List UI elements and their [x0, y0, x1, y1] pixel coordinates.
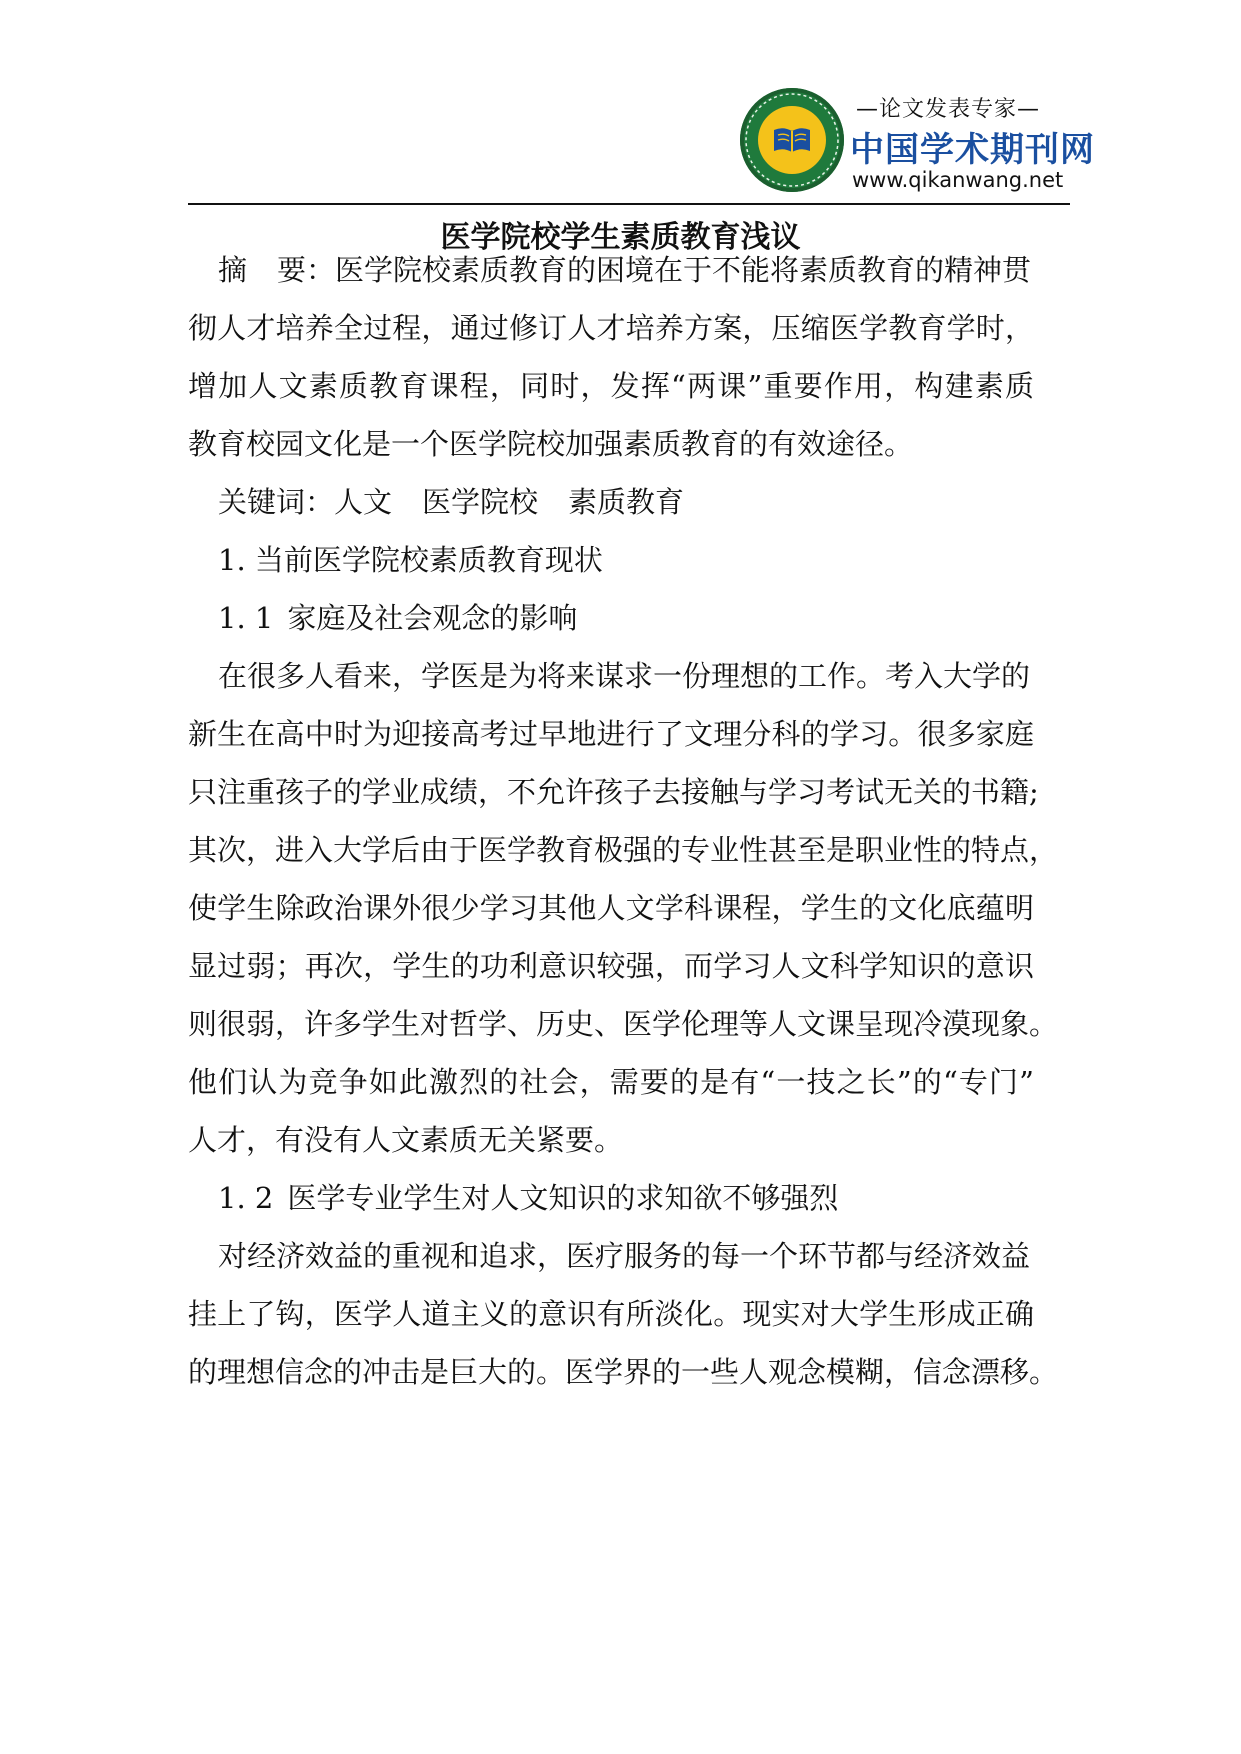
paragraph-line: 显过弱；再次，学生的功利意识较强，而学习人文科学知识的意识: [188, 949, 1034, 983]
subsection-number: 1. 1: [218, 601, 274, 635]
paragraph-line: 新生在高中时为迎接高考过早地进行了文理分科的学习。很多家庭: [188, 717, 1034, 751]
abstract-text-line: 医学院校素质教育的困境在于不能将素质教育的精神贯: [335, 253, 1032, 287]
subsection-heading: [218, 598, 577, 638]
page-header: [188, 88, 1095, 204]
keyword-item: 医学院校: [422, 485, 539, 519]
paragraph-line: 在很多人看来，学医是为将来谋求一份理想的工作。考入大学的: [218, 659, 1031, 693]
abstract-text-line: 增加人文素质教育课程，同时，发挥“两课”重要作用，构建素质: [188, 369, 1034, 403]
subsection-number: 1. 2: [218, 1181, 274, 1215]
paragraph-line: 人才，有没有人文素质无关紧要。: [188, 1123, 624, 1157]
keyword-item: 素质教育: [568, 485, 685, 519]
keywords-label: 关键词：: [218, 485, 335, 519]
abstract-text-line: 教育校园文化是一个医学院校加强素质教育的有效途径。: [188, 427, 914, 461]
header-divider: [188, 203, 1070, 205]
keywords-line: [218, 482, 684, 522]
paragraph-line: 则很弱，许多学生对哲学、历史、医学伦理等人文课呈现冷漠现象。: [188, 1007, 1059, 1041]
paragraph-line: 他们认为竞争如此激烈的社会，需要的是有“一技之长”的“专门”: [188, 1065, 1034, 1099]
logo-brand-name: 中国学术期刊网: [850, 130, 1095, 170]
subsection-title: 家庭及社会观念的影响: [287, 601, 578, 635]
paragraph-line: 只注重孩子的学业成绩，不允许孩子去接触与学习考试无关的书籍;: [188, 775, 1039, 809]
abstract-label-part2: 要：: [277, 253, 336, 287]
abstract-text-line: 彻人才培养全过程，通过修订人才培养方案，压缩医学教育学时，: [188, 311, 1034, 345]
paragraph-line: 其次，进入大学后由于医学教育极强的专业性甚至是职业性的特点，: [188, 833, 1059, 867]
paragraph-line: 使学生除政治课外很少学习其他人文学科课程，学生的文化底蕴明: [188, 891, 1034, 925]
subsection-heading: [218, 1178, 838, 1218]
logo-slogan: —论文发表专家—: [856, 97, 1041, 122]
paragraph-line: 对经济效益的重视和追求，医疗服务的每一个环节都与经济效益: [218, 1239, 1031, 1273]
section-heading: 1. 当前医学院校素质教育现状: [218, 543, 603, 577]
logo-emblem: [740, 88, 844, 192]
keyword-item: 人文: [334, 485, 393, 519]
document-title: 医学院校学生素质教育浅议: [440, 220, 801, 255]
abstract-label-part1: 摘: [218, 253, 248, 287]
open-book-icon: [772, 126, 812, 154]
logo-url: www.qikanwang.net: [852, 168, 1064, 192]
paragraph-line: 的理想信念的冲击是巨大的。医学界的一些人观念模糊，信念漂移。: [188, 1355, 1059, 1389]
logo-text-block: [850, 92, 1095, 200]
abstract-first-line: [218, 250, 1031, 290]
logo-inner-disc: [758, 106, 826, 174]
subsection-title: 医学专业学生对人文知识的求知欲不够强烈: [287, 1181, 839, 1215]
paragraph-line: 挂上了钩，医学人道主义的意识有所淡化。现实对大学生形成正确: [188, 1297, 1034, 1331]
